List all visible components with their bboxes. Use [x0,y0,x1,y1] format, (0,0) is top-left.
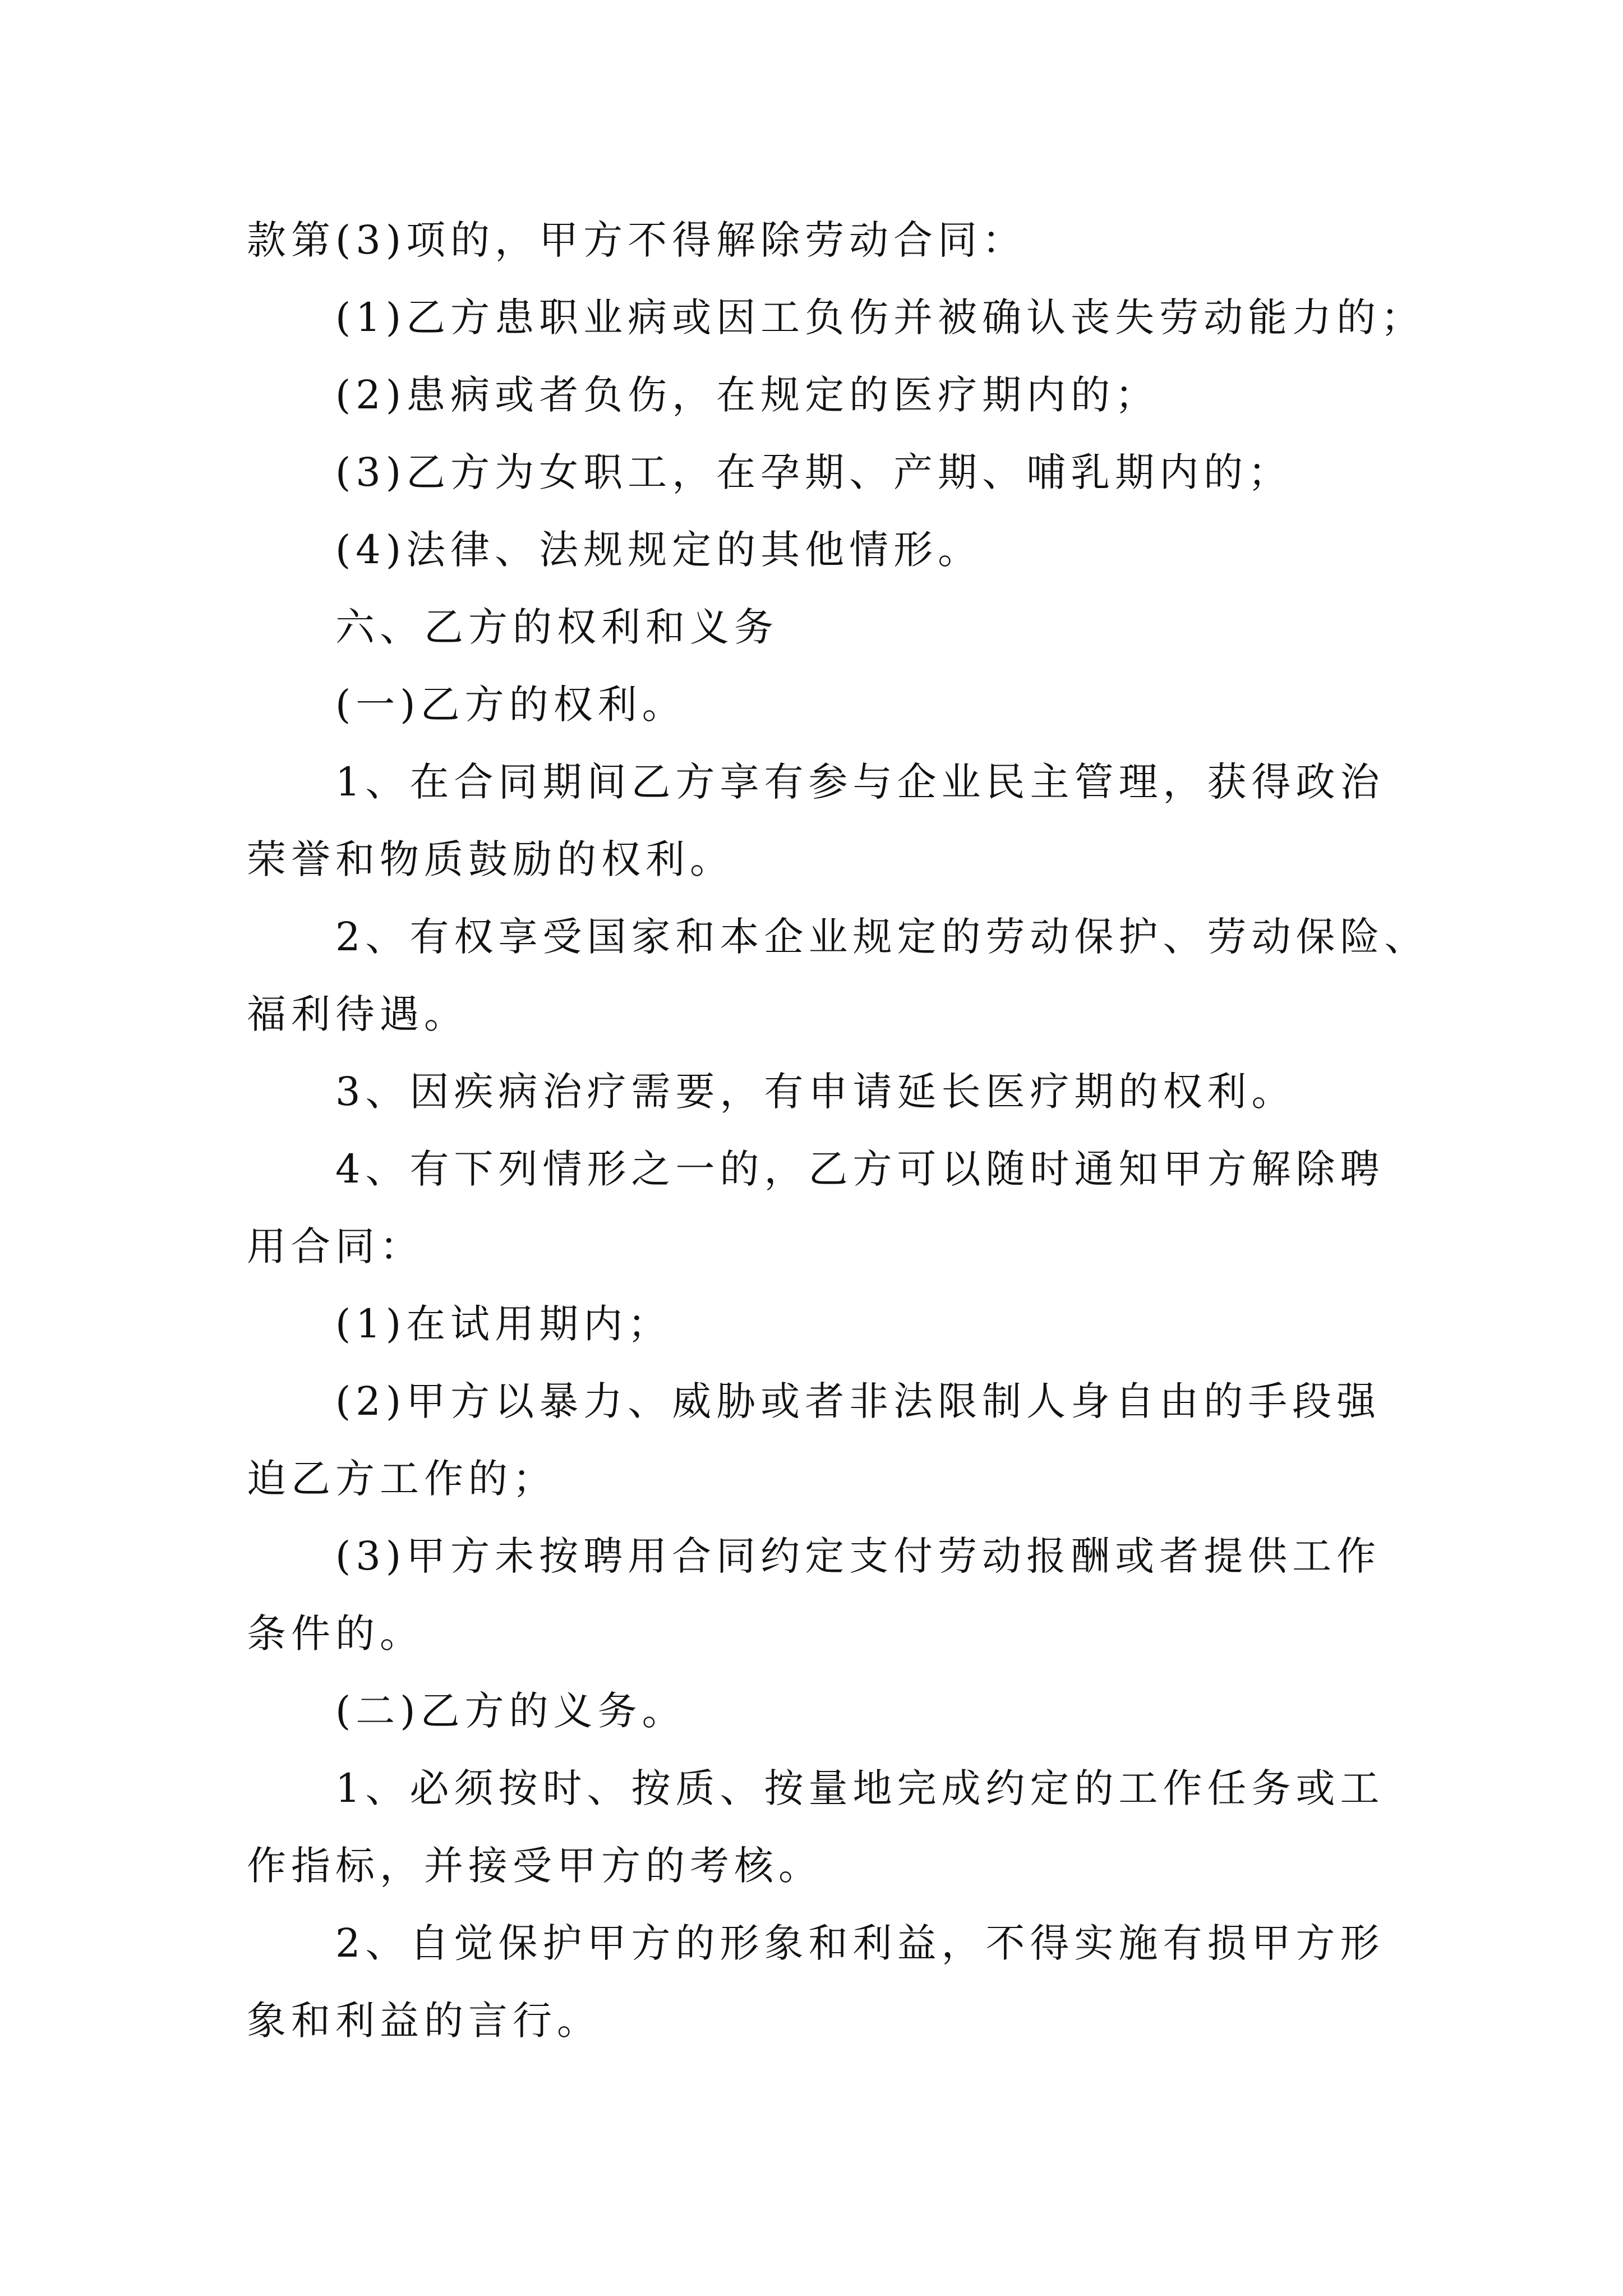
text-line: (1)在试用期内； [335,1301,672,1347]
text-line: 象和利益的言行。 [247,1998,601,2044]
subsection-heading: (二)乙方的义务。 [335,1688,686,1734]
text-line: 荣誉和物质鼓励的权利。 [247,836,734,882]
text-line: 1、在合同期间乙方享有参与企业民主管理，获得政治 [335,759,1385,805]
subsection-heading: (一)乙方的权利。 [335,682,686,728]
text-line: (3)乙方为女职工，在孕期、产期、哺乳期内的； [335,449,1293,495]
text-line: 迫乙方工作的； [247,1456,557,1502]
text-line: (2)患病或者负伤，在规定的医疗期内的； [335,372,1160,418]
text-line: 4、有下列情形之一的，乙方可以随时通知甲方解除聘 [335,1146,1385,1192]
text-line: (2)甲方以暴力、威胁或者非法限制人身自由的手段强 [335,1378,1381,1424]
section-heading: 六、乙方的权利和义务 [335,604,778,650]
text-line: (4)法律、法规规定的其他情形。 [335,527,983,573]
text-line: 2、自觉保护甲方的形象和利益，不得实施有损甲方形 [335,1920,1385,1966]
text-line: 用合同： [247,1223,424,1269]
text-line: (1)乙方患职业病或因工负伤并被确认丧失劳动能力的； [335,295,1426,341]
text-line: 条件的。 [247,1611,424,1657]
text-line: 2、有权享受国家和本企业规定的劳动保护、劳动保险、 [335,914,1429,960]
text-line: 款第(3)项的，甲方不得解除劳动合同： [247,217,1027,263]
text-line: 福利待遇。 [247,991,468,1037]
text-line: (3)甲方未按聘用合同约定支付劳动报酬或者提供工作 [335,1533,1381,1579]
text-line: 3、因疾病治疗需要，有申请延长医疗期的权利。 [335,1069,1296,1115]
text-line: 作指标，并接受甲方的考核。 [247,1843,823,1889]
text-line: 1、必须按时、按质、按量地完成约定的工作任务或工 [335,1765,1385,1811]
